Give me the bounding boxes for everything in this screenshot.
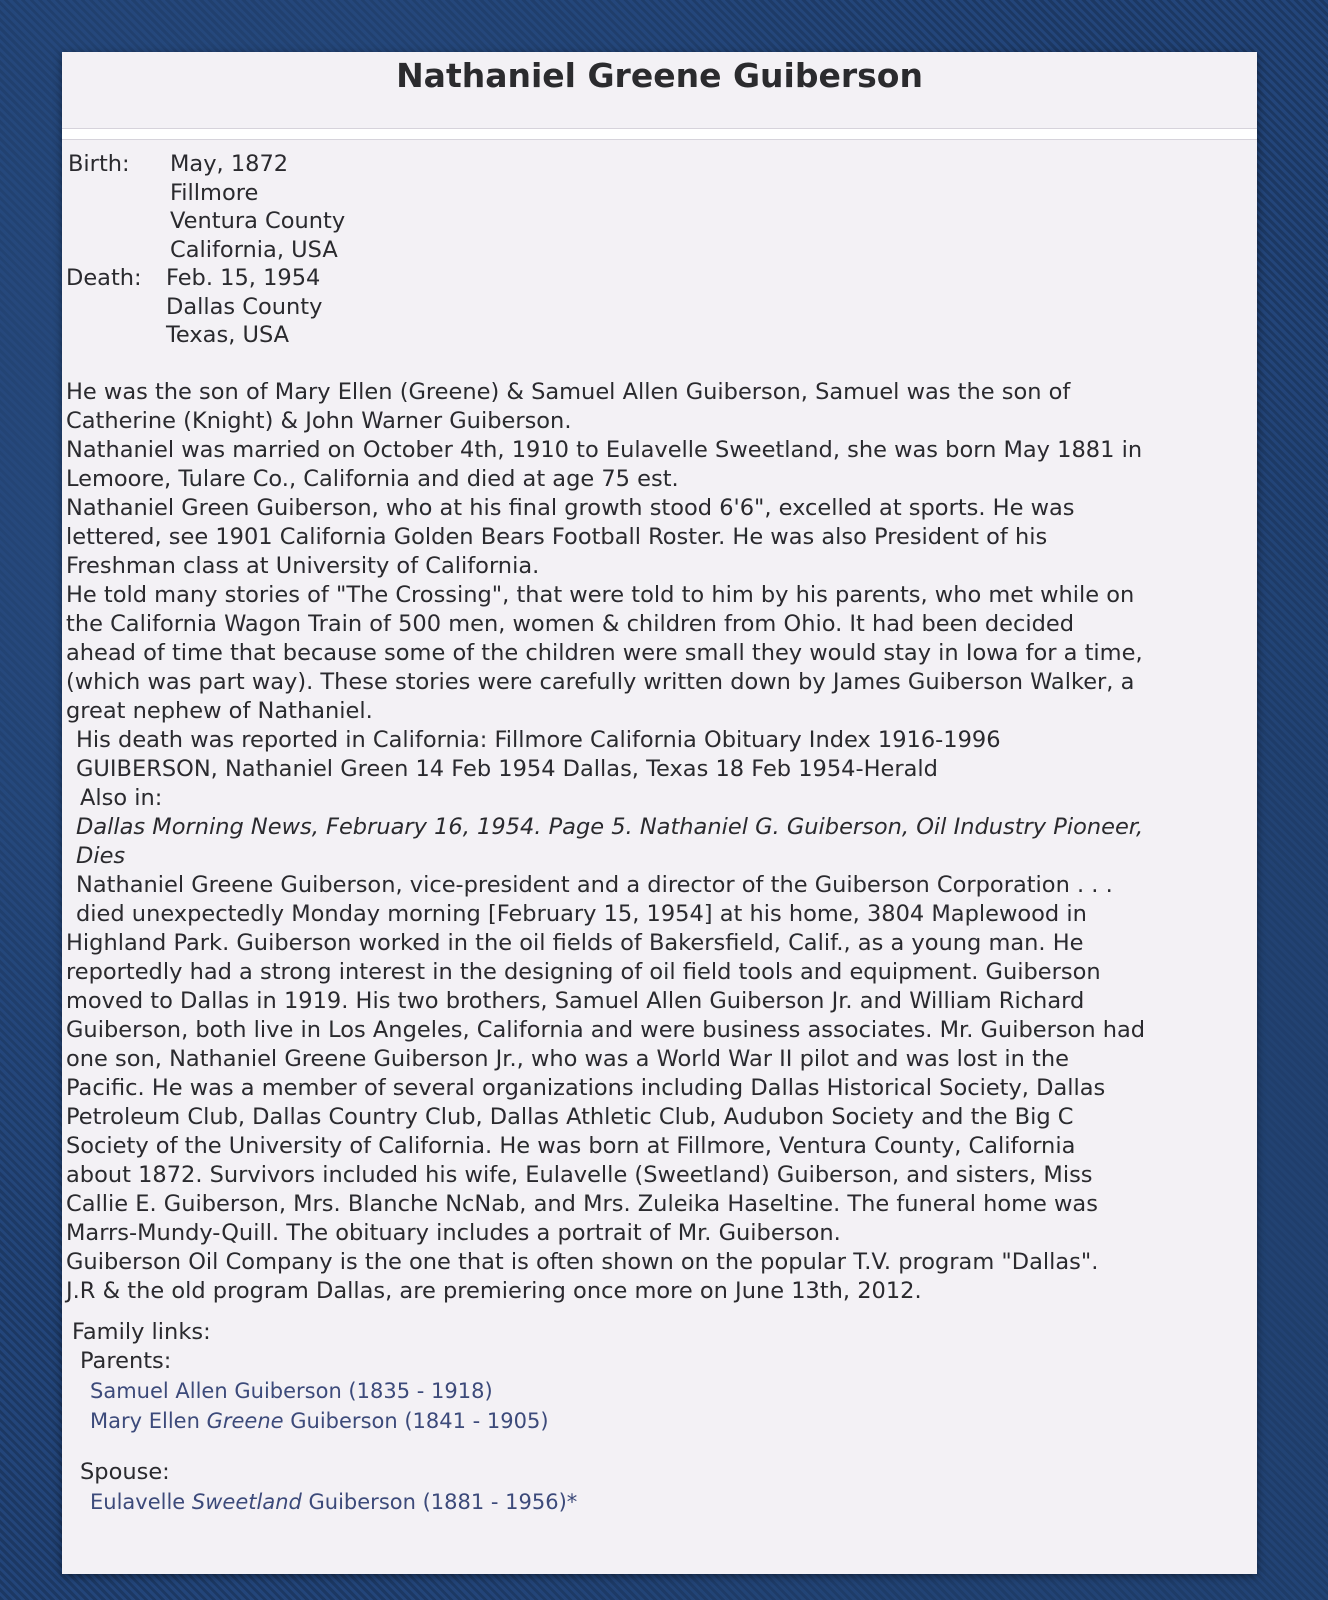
bio-line: (which was part way). These stories were carefully written down by James Guiberson Walker, a [66, 669, 1135, 695]
family-links-heading: Family links: [72, 1319, 211, 1345]
death-date: Feb. 15, 1954 [166, 265, 321, 291]
bio-line: Pacific. He was a member of several organizations including Dallas Historical Society, Dallas [66, 1075, 1106, 1101]
bio-line: Society of the University of California. He was born at Fillmore, Ventura County, California [66, 1133, 1076, 1159]
bio-line: GUIBERSON, Nathaniel Green 14 Feb 1954 Dallas, Texas 18 Feb 1954-Herald [76, 756, 938, 782]
bio-line: Catherine (Knight) & John Warner Guiberson. [66, 408, 572, 434]
bio-line: Lemoore, Tulare Co., California and died at age 75 est. [66, 466, 679, 492]
bio-line: Nathaniel Green Guiberson, who at his final growth stood 6'6", excelled at sports. He was [66, 495, 1075, 521]
birth-city: Fillmore [170, 179, 259, 206]
bio-line: the California Wagon Train of 500 men, women & children from Ohio. It had been decided [66, 611, 1075, 637]
parent-link-father[interactable] [90, 1376, 577, 1406]
memorial-page [62, 52, 1257, 1574]
spouse-surname: Guiberson (1881 - 1956)* [308, 1490, 578, 1514]
bio-line: His death was reported in California: Fillmore California Obituary Index 1916-1996 [76, 727, 1001, 753]
bio-line: Highland Park. Guiberson worked in the oil fields of Bakersfield, Calif., as a young man. He [66, 930, 1084, 956]
birth-date: May, 1872 [170, 151, 289, 177]
death-label: Death: [66, 265, 142, 291]
spouse-maiden-name: Sweetland [191, 1490, 302, 1514]
bio-line: Petroleum Club, Dallas Country Club, Dallas Athletic Club, Audubon Society and the Big C [66, 1104, 1074, 1130]
family-links [72, 1318, 577, 1517]
bio-line: reportedly had a strong interest in the designing of oil field tools and equipment. Guiberson [66, 959, 1101, 985]
newspaper-citation: Dallas Morning News, February 16, 1954. Page 5. Nathaniel G. Guiberson, Oil Industry Pioneer, [76, 814, 1144, 840]
bio-line: one son, Nathaniel Greene Guiberson Jr., who was a World War II pilot and was lost in the [66, 1046, 1069, 1072]
parent-first-name: Mary Ellen [90, 1409, 200, 1433]
bio-line: ahead of time that because some of the children were small they would stay in Iowa for a time, [66, 640, 1143, 666]
death-state: Texas, USA [166, 322, 290, 348]
parent-first-name: Samuel Allen [90, 1379, 228, 1403]
bio-line: about 1872. Survivors included his wife, Eulavelle (Sweetland) Guiberson, and sisters, Miss [66, 1162, 1093, 1188]
bio-line: Guiberson, both live in Los Angeles, California and were business associates. Mr. Guiberson had [66, 1017, 1146, 1043]
death-block [66, 264, 322, 350]
bio-line: died unexpectedly Monday morning [February 15, 1954] at his home, 3804 Maplewood in [76, 901, 1087, 927]
bio-line: Marrs-Mundy-Quill. The obituary includes a portrait of Mr. Guiberson. [66, 1220, 841, 1246]
page-title: Nathaniel Greene Guiberson [396, 56, 923, 95]
bio-line: Also in: [80, 785, 163, 811]
birth-county: Ventura County [170, 208, 346, 234]
parent-link-mother[interactable] [90, 1406, 577, 1436]
birth-block [68, 150, 345, 264]
bio-line: He told many stories of "The Crossing", that were told to him by his parents, who met while on [66, 582, 1135, 608]
parents-label: Parents: [80, 1348, 172, 1374]
bio-line: great nephew of Nathaniel. [66, 698, 373, 724]
spouse-first-name: Eulavelle [90, 1490, 186, 1514]
parent-surname: Guiberson (1835 - 1918) [234, 1379, 493, 1403]
biography [66, 378, 1236, 1306]
bio-line: moved to Dallas in 1919. His two brothers, Samuel Allen Guiberson Jr. and William Richard [66, 988, 1085, 1014]
newspaper-citation: Dies [76, 843, 126, 869]
spouse-label: Spouse: [80, 1459, 170, 1485]
spouse-link[interactable] [90, 1487, 577, 1517]
bio-line: Nathaniel was married on October 4th, 1910 to Eulavelle Sweetland, she was born May 1881 in [66, 437, 1143, 463]
bio-line: Nathaniel Greene Guiberson, vice-president and a director of the Guiberson Corporation . . . [76, 872, 1113, 898]
parent-maiden-name: Greene [206, 1409, 284, 1433]
bio-line: Guiberson Oil Company is the one that is often shown on the popular T.V. program "Dallas". [66, 1249, 1099, 1275]
birth-label: Birth: [68, 151, 130, 177]
title-divider [62, 128, 1257, 140]
parent-surname: Guiberson (1841 - 1905) [290, 1409, 549, 1433]
bio-line: Callie E. Guiberson, Mrs. Blanche NcNab, and Mrs. Zuleika Haseltine. The funeral home was [66, 1191, 1098, 1217]
bio-line: He was the son of Mary Ellen (Greene) & Samuel Allen Guiberson, Samuel was the son of [66, 379, 1071, 405]
bio-line: lettered, see 1901 California Golden Bears Football Roster. He was also President of his [66, 524, 1048, 550]
death-county: Dallas County [166, 293, 323, 320]
bio-line: Freshman class at University of California. [66, 553, 540, 579]
birth-state: California, USA [170, 236, 338, 263]
bio-line: J.R & the old program Dallas, are premiering once more on June 13th, 2012. [66, 1278, 922, 1304]
